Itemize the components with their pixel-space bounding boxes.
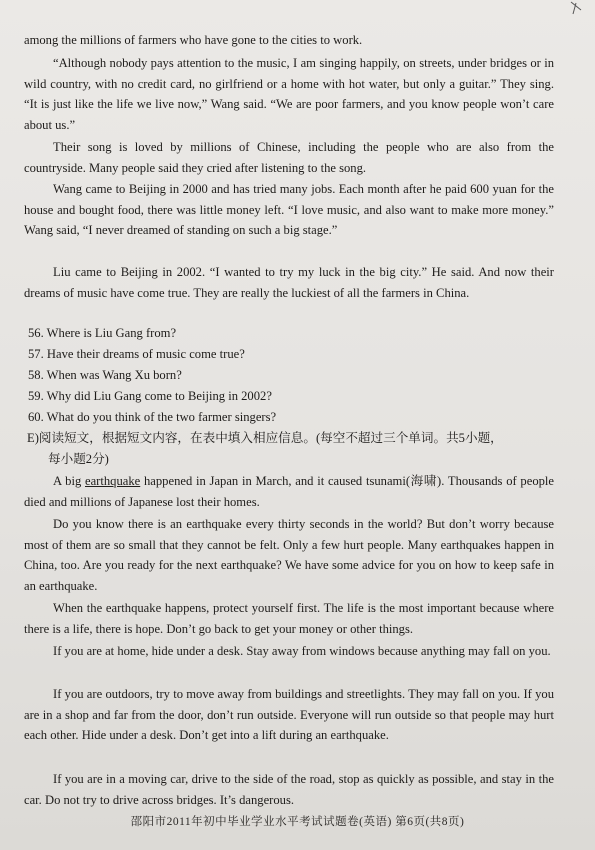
section-e-paragraph-2: Do you know there is an earthquake every thirty seconds in the world? But don’t worry because most of them are so small that they cannot be felt. Only a few hurt people. Many earthquakes happen in China, too. Are you ready for the next earthquake? We have some advice for you on how to keep safe in an earthquake.: [24, 517, 554, 594]
passage-d-paragraph-2: “Although nobody pays attention to the music, I am singing happily, on streets, under bridges or in wild country, with no credit card, no girlfriend or a home with hot water, but only a guitar.” They sing. “It is just like the life we live now,” Wang said. “We are poor farmers, and you know people won’t care about us.”: [24, 56, 554, 133]
section-e-heading: E)阅读短文，根据短文内容，在表中填入相应信息。(每空不超过三个单词。共5小题，: [27, 431, 503, 445]
question-60: 60. What do you think of the two farmer singers?: [28, 410, 277, 424]
question-58: 58. When was Wang Xu born?: [28, 368, 182, 382]
section-e-paragraph-6: If you are in a moving car, drive to the side of the road, stop as quickly as possible, and stay in the car. Do not try to drive across bridges. It’s dangerous.: [24, 772, 554, 807]
passage-d-paragraph-1: among the millions of farmers who have gone to the cities to work.: [24, 33, 363, 47]
question-56: 56. Where is Liu Gang from?: [28, 326, 177, 340]
section-e-paragraph-4: If you are at home, hide under a desk. Stay away from windows because anything may fall on you.: [53, 644, 551, 658]
passage-d-paragraph-3: Their song is loved by millions of Chinese, including the people who are also from the countryside. Many people said they cried after listening to the song.: [24, 140, 554, 175]
section-e-paragraph-3: When the earthquake happens, protect yourself first. The life is the most important because where there is a life, there is hope. Don’t go back to get your money or other things.: [24, 601, 554, 636]
section-e-paragraph-5: If you are outdoors, try to move away from buildings and streetlights. They may fall on you. If you are in a shop and far from the door, don’t run outside. Everyone will run outside so that people may hurt each other. Hide under a desk. Don’t get into a lift during an earthquake.: [24, 687, 554, 743]
question-59: 59. Why did Liu Gang come to Beijing in 2002?: [28, 389, 272, 403]
section-e-heading-score: 每小题2分): [48, 452, 109, 466]
section-e-paragraph-1: [24, 471, 554, 512]
passage-d-paragraph-5: Liu came to Beijing in 2002. “I wanted to try my luck in the big city.” He said. And now their dreams of music have come true. They are really the luckiest of all the farmers in China.: [24, 265, 554, 300]
question-57: 57. Have their dreams of music come true?: [28, 347, 245, 361]
underlined-word-earthquake: earthquake: [85, 474, 141, 488]
section-e-paragraph-1-start: A big: [53, 474, 85, 488]
margin-scribble-icon: [567, 0, 585, 22]
page-footer: 邵阳市2011年初中毕业学业水平考试试题卷(英语) 第6页(共8页): [130, 816, 465, 828]
passage-d-paragraph-4: Wang came to Beijing in 2000 and has tried many jobs. Each month after he paid 600 yuan for the house and bought food, there was little money left. “I love music, and also want to make more money.” Wang said, “I never dreamed of standing on such a big stage.”: [24, 182, 554, 238]
section-e-paragraph-1-rest: happened in Japan in March, and it caused tsunami(海啸). Thousands of people died and millions of Japanese lost their homes.: [24, 474, 555, 509]
